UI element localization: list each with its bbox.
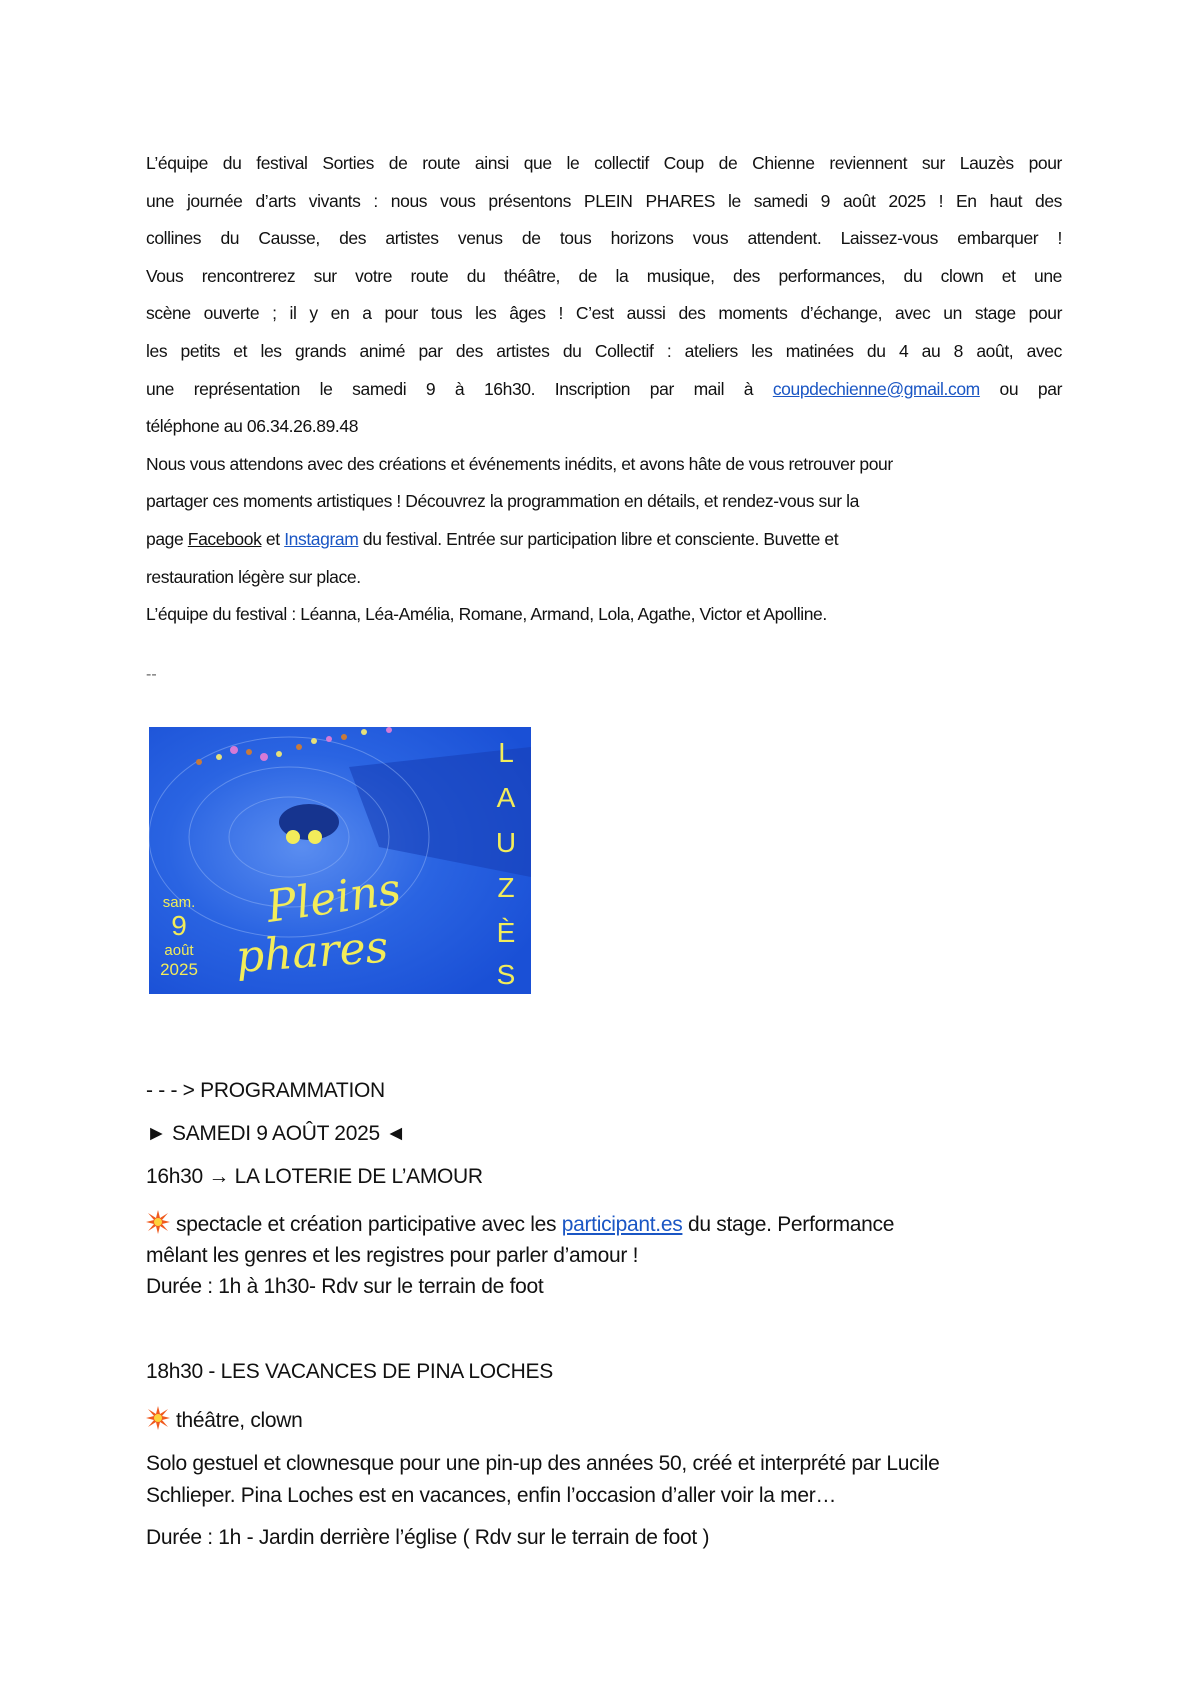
instagram-link[interactable]: Instagram [284, 528, 359, 549]
poster-year: 2025 [160, 960, 198, 979]
poster-letter: L [498, 737, 514, 768]
separator: -- [146, 666, 157, 683]
text: ou par [979, 378, 1062, 399]
poster-date: 9 [171, 910, 187, 941]
poster-letter: A [496, 782, 516, 813]
poster-image [149, 727, 531, 994]
intro-line: Nous vous attendons avec des créations et événements inédits, et avons hâte de vous retrouver pour [146, 453, 893, 474]
poster-letter: U [495, 827, 517, 858]
text: du festival. Entrée sur participation libre et consciente. Buvette et [358, 528, 839, 549]
event-duration: Durée : 1h - Jardin derrière l’église ( Rdv sur le terrain de foot ) [146, 1526, 710, 1549]
festival-poster [149, 727, 531, 994]
intro-line [146, 521, 1062, 559]
participants-link[interactable]: participant.es [561, 1213, 683, 1236]
intro-line: Vous rencontrerez sur votre route du théâtre, de la musique, des performances, du clown et une [146, 265, 1062, 286]
poster-title-2: phares [234, 921, 390, 983]
event-tags [146, 1405, 303, 1436]
text: spectacle et création participative avec les [176, 1213, 562, 1236]
headlight [308, 830, 322, 844]
poster-title-1: Pleins [263, 863, 404, 933]
intro-line: L’équipe du festival Sorties de route ainsi que le collectif Coup de Chienne reviennent sur Lauzès pour [146, 153, 1062, 173]
poster-day: sam. [162, 894, 196, 911]
poster-letter: Z [497, 872, 515, 903]
intro-line: une journée d’arts vivants : nous vous présentons PLEIN PHARES le samedi 9 août 2025 ! En haut des [146, 190, 1062, 211]
facebook-link[interactable]: Facebook [187, 528, 262, 549]
text: du stage. Performance [682, 1213, 895, 1236]
programme-header: - - - > PROGRAMMATION [146, 1079, 385, 1102]
intro-line: collines du Causse, des artistes venus de tous horizons vous attendent. Laissez-vous embarquer ! [146, 228, 1062, 249]
text: théâtre, clown [176, 1409, 303, 1432]
collision-icon [146, 1406, 170, 1430]
intro-line: partager ces moments artistiques ! Découvrez la programmation en détails, et rendez-vous sur la [146, 491, 859, 512]
event-title: 16h30 → LA LOTERIE DE L’AMOUR [146, 1165, 483, 1188]
text: page [146, 528, 188, 549]
event-title: 18h30 - LES VACANCES DE PINA LOCHES [146, 1360, 553, 1383]
collision-icon [146, 1210, 170, 1234]
intro-line [146, 371, 1062, 409]
intro-line: L’équipe du festival : Léanna, Léa-Amélia, Romane, Armand, Lola, Agathe, Victor et Apolline. [146, 604, 827, 625]
headlight [286, 830, 300, 844]
text: et [261, 528, 285, 549]
intro-line: scène ouverte ; il y en a pour tous les âges ! C’est aussi des moments d’échange, avec un stage pour [146, 303, 1062, 324]
programme-day: ► SAMEDI 9 AOÛT 2025 ◄ [146, 1122, 406, 1145]
event-description-line: mêlant les genres et les registres pour parler d’amour ! [146, 1244, 639, 1267]
intro-line: les petits et les grands animé par des artistes du Collectif : ateliers les matinées du 4 au 8 août, avec [146, 340, 1062, 361]
event-description-line: Solo gestuel et clownesque pour une pin-up des années 50, créé et interprété par Lucile [146, 1452, 940, 1475]
email-link[interactable]: coupdechienne@gmail.com [772, 378, 980, 399]
intro-paragraph [146, 145, 1062, 634]
poster-month: août [164, 942, 194, 959]
intro-line: téléphone au 06.34.26.89.48 [146, 416, 359, 437]
event-description [146, 1209, 894, 1240]
intro-line: restauration légère sur place. [146, 566, 361, 587]
text: une représentation le samedi 9 à 16h30. Inscription par mail à [146, 378, 773, 399]
poster-letter: S [496, 959, 516, 990]
event-description-line: Schlieper. Pina Loches est en vacances, enfin l’occasion d’aller voir la mer… [146, 1484, 837, 1507]
poster-letter: È [496, 917, 516, 948]
event-duration: Durée : 1h à 1h30- Rdv sur le terrain de foot [146, 1275, 544, 1298]
